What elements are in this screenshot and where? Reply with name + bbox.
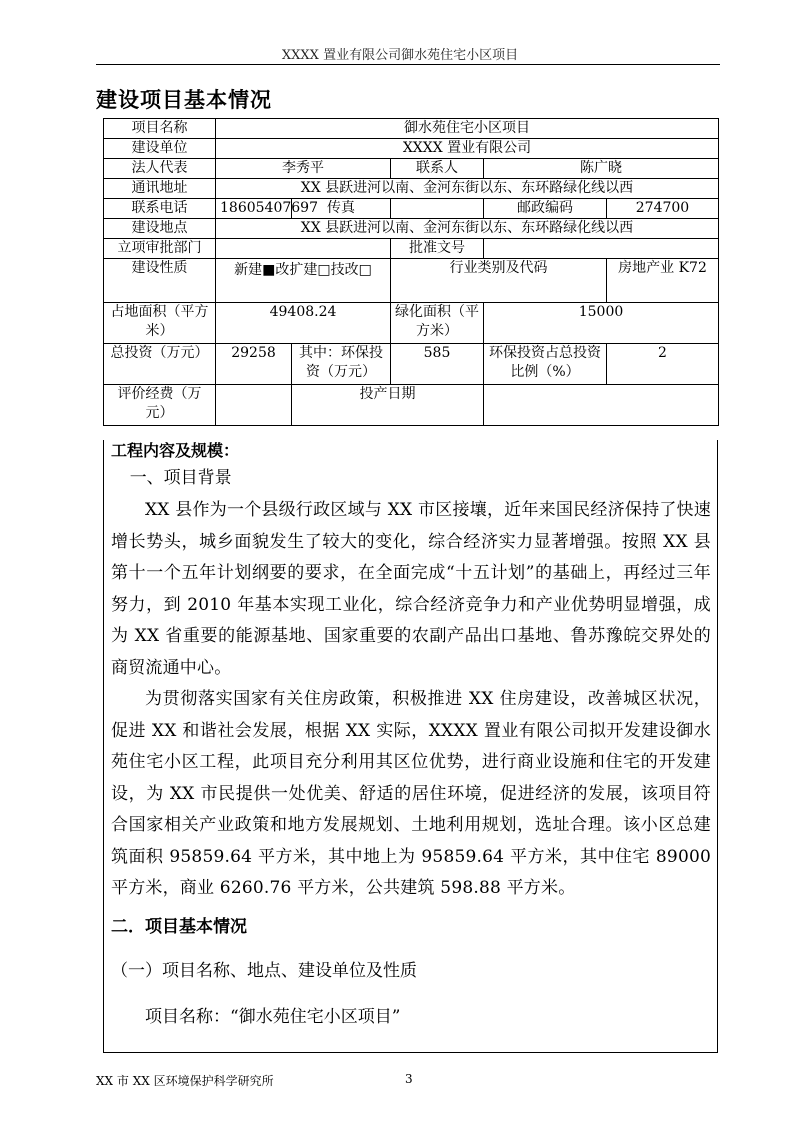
site-value: XX 县跃进河以南、金河东街以东、东环路绿化线以西 xyxy=(216,219,719,239)
nature-label: 建设性质 xyxy=(104,259,216,303)
project-info-table xyxy=(103,118,719,426)
approval-dept-value xyxy=(216,239,391,259)
eval-cost-label: 评价经费（万元） xyxy=(104,385,216,426)
phone-label: 联系电话 xyxy=(104,199,216,219)
row-eval xyxy=(104,385,719,426)
row-project-name xyxy=(104,119,719,139)
header-rule xyxy=(96,64,720,65)
content-subtitle: 工程内容及规模： xyxy=(111,441,240,460)
unit-label: 建设单位 xyxy=(104,139,216,159)
env-invest-label: 其中：环保投资（万元） xyxy=(292,344,391,385)
eval-cost-value xyxy=(216,385,292,426)
page-header: XXXX 置业有限公司御水苑住宅小区项目 xyxy=(281,48,519,63)
contact-label: 联系人 xyxy=(391,159,484,179)
heading-basic-info: 二．项目基本情况 xyxy=(111,916,247,937)
approval-no-label: 批准文号 xyxy=(391,239,484,259)
fax-label: 传真 xyxy=(292,199,391,219)
start-date-label: 投产日期 xyxy=(292,385,484,426)
fax-value xyxy=(391,199,484,219)
address-label: 通讯地址 xyxy=(104,179,216,199)
env-ratio-label: 环保投资占总投资比例（%） xyxy=(484,344,607,385)
heading-background: 一、项目背景 xyxy=(129,468,232,488)
row-unit xyxy=(104,139,719,159)
invest-value: 29258 xyxy=(216,344,292,385)
row-site xyxy=(104,219,719,239)
nature-value: 新建■改扩建□技改□ xyxy=(216,259,391,303)
content-body xyxy=(111,441,711,1041)
paragraph-background: XX 县作为一个县级行政区域与 XX 市区接壤，近年来国民经济保持了快速增长势头，城乡面貌发生了较大的变化，综合经济实力显著增强。按照 XX 县第十一个五年计划纲要的要求，在全面完成“十五计划”的基础上，再经过三年努力，到 2010 年基本实现工业化，综合经济竞争力和产业优势明显增强，成为 XX 省重要的能源基地、国家重要的农副产品出口基地、鲁苏豫皖交界处的商贸流通中心。 xyxy=(111,500,711,678)
industry-label: 行业类别及代码 xyxy=(391,259,607,303)
page-number: 3 xyxy=(405,1072,413,1086)
row-investment xyxy=(104,344,719,385)
legal-rep-value: 李秀平 xyxy=(216,159,391,179)
approval-no-value xyxy=(484,239,719,259)
green-label: 绿化面积（平方米） xyxy=(391,303,484,344)
row-phone xyxy=(104,199,719,219)
footer-org: XX 市 XX 区环境保护科学研究所 xyxy=(96,1074,274,1088)
heading-name-location: （一）项目名称、地点、建设单位及性质 xyxy=(111,960,417,981)
project-name-line: 项目名称：“御水苑住宅小区项目” xyxy=(145,1006,401,1027)
paragraph-project: 为贯彻落实国家有关住房政策，积极推进 XX 住房建设，改善城区状况，促进 XX 和谐社会发展，根据 XX 实际，XXXX 置业有限公司拟开发建设御水苑住宅小区工程，此项目充分利用其区位优势，进行商业设施和住宅的开发建设，为 XX 市民提供一处优美、舒适的居住环境，促进经济的发展，该项目符合国家相关产业政策和地方发展规划、土地利用规划，选址合理。该小区总建筑面积 95859.64 平方米，其中地上为 95859.64 平方米，其中住宅 89000 平方米，商业 6260.76 平方米，公共建筑 598.88 平方米。 xyxy=(111,689,711,898)
postcode-value: 274700 xyxy=(607,199,719,219)
project-name-label: 项目名称 xyxy=(104,119,216,139)
env-invest-value: 585 xyxy=(391,344,484,385)
contact-value: 陈广晓 xyxy=(484,159,719,179)
section-title: 建设项目基本情况 xyxy=(96,88,272,112)
env-ratio-value: 2 xyxy=(607,344,719,385)
start-date-value xyxy=(484,385,719,426)
row-address xyxy=(104,179,719,199)
invest-label: 总投资（万元） xyxy=(104,344,216,385)
area-label: 占地面积（平方米） xyxy=(104,303,216,344)
postcode-label: 邮政编码 xyxy=(484,199,607,219)
project-name-value: 御水苑住宅小区项目 xyxy=(216,119,719,139)
approval-dept-label: 立项审批部门 xyxy=(104,239,216,259)
row-legal-rep xyxy=(104,159,719,179)
row-approval xyxy=(104,239,719,259)
row-area xyxy=(104,303,719,344)
row-nature xyxy=(104,259,719,303)
legal-rep-label: 法人代表 xyxy=(104,159,216,179)
site-label: 建设地点 xyxy=(104,219,216,239)
address-value: XX 县跃进河以南、金河东街以东、东环路绿化线以西 xyxy=(216,179,719,199)
green-value: 15000 xyxy=(484,303,719,344)
unit-value: XXXX 置业有限公司 xyxy=(216,139,719,159)
phone-value: 18605407697 xyxy=(216,199,292,219)
industry-value: 房地产业 K72 xyxy=(607,259,719,303)
area-value: 49408.24 xyxy=(216,303,391,344)
